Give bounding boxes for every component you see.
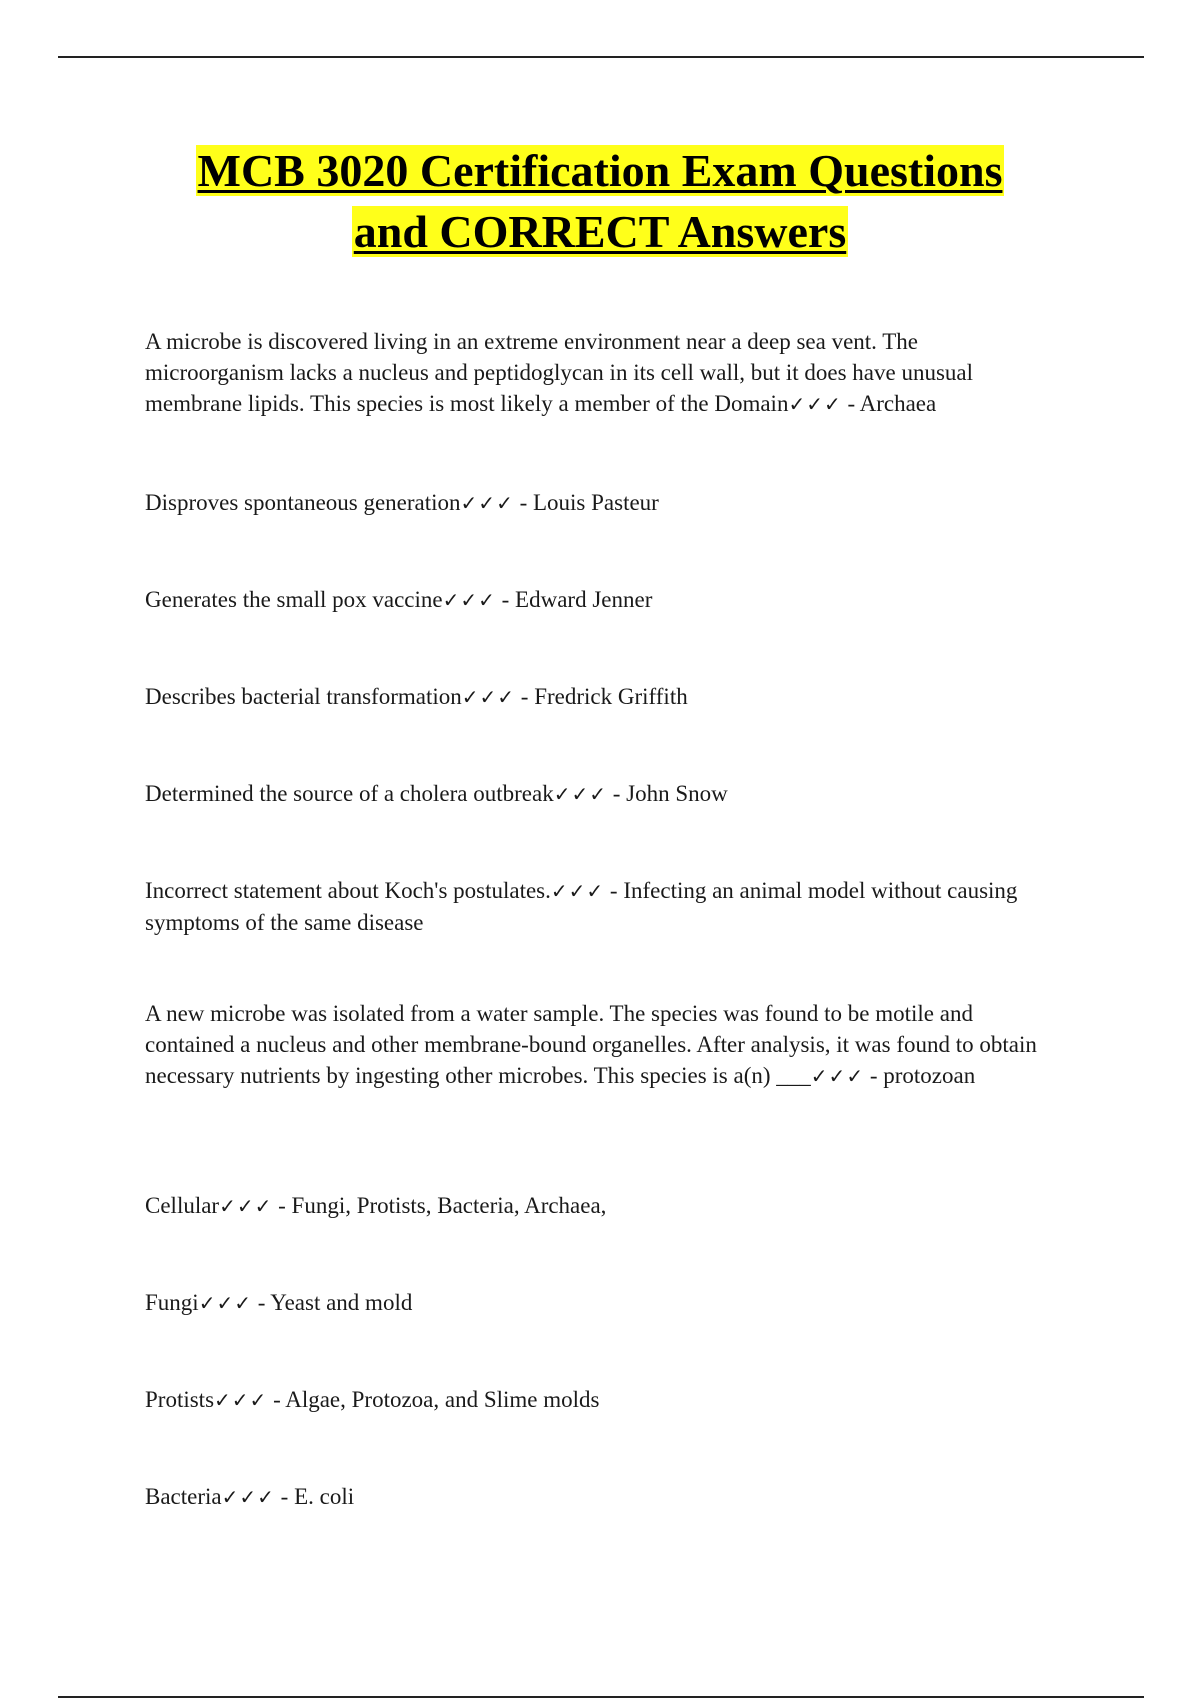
check-icon: ✓✓✓ xyxy=(198,1291,252,1315)
answer-text: - Yeast and mold xyxy=(251,1290,413,1315)
question-text: Generates the small pox vaccine xyxy=(145,587,443,612)
answer-text: - Algae, Protozoa, and Slime molds xyxy=(267,1387,600,1412)
qa-item-4 xyxy=(145,681,1045,713)
answer-text: - John Snow xyxy=(606,781,728,806)
question-text: Incorrect statement about Koch's postulates. xyxy=(145,878,551,903)
check-icon: ✓✓✓ xyxy=(442,588,496,612)
check-icon: ✓✓✓ xyxy=(219,1194,273,1218)
qa-item-2 xyxy=(145,487,1045,519)
qa-item-8 xyxy=(145,1190,1045,1222)
question-text: Disproves spontaneous generation xyxy=(145,490,461,515)
answer-text: - protozoan xyxy=(864,1063,976,1088)
qa-item-9 xyxy=(145,1287,1045,1319)
answer-text: - Louis Pasteur xyxy=(513,490,659,515)
bottom-rule xyxy=(58,1696,1144,1698)
qa-item-7 xyxy=(145,998,1045,1092)
qa-item-6 xyxy=(145,875,1045,938)
check-icon: ✓✓✓ xyxy=(788,392,842,416)
title-line-1: MCB 3020 Certification Exam Questions xyxy=(197,145,1003,196)
check-icon: ✓✓✓ xyxy=(214,1388,268,1412)
top-rule xyxy=(58,56,1144,58)
check-icon: ✓✓✓ xyxy=(221,1485,275,1509)
document-title xyxy=(100,140,1100,262)
check-icon: ✓✓✓ xyxy=(550,879,605,903)
question-text: A microbe is discovered living in an extreme environment near a deep sea vent. The microorganism lacks a nucleus and peptidoglycan in its cell wall, but it does have unusual membrane lipids. This species is most likely a member of the Domain xyxy=(145,329,974,416)
qa-item-1 xyxy=(145,326,1045,420)
answer-text: - Archaea xyxy=(841,391,937,416)
qa-item-5 xyxy=(145,778,1045,810)
answer-text: - Fungi, Protists, Bacteria, Archaea, xyxy=(272,1193,607,1218)
qa-item-10 xyxy=(145,1384,1045,1416)
check-icon: ✓✓✓ xyxy=(810,1064,865,1088)
check-icon: ✓✓✓ xyxy=(461,685,516,709)
check-icon: ✓✓✓ xyxy=(460,491,514,515)
qa-item-11 xyxy=(145,1481,1045,1513)
answer-text: - E. coli xyxy=(274,1484,355,1509)
question-text: Determined the source of a cholera outbreak xyxy=(145,781,554,806)
question-text: A new microbe was isolated from a water sample. The species was found to be motile and contained a nucleus and other membrane-bound organelles. After analysis, it was found to obtain necessary nutrients by ingesting other microbes. This species is a(n) ___ xyxy=(145,1001,1037,1088)
qa-item-3 xyxy=(145,584,1045,616)
question-text: Fungi xyxy=(145,1290,199,1315)
question-text: Cellular xyxy=(145,1193,220,1218)
answer-text: - Infecting an animal model without causing symptoms of the same disease xyxy=(145,878,1018,935)
title-line-2: and CORRECT Answers xyxy=(353,206,847,257)
question-text: Protists xyxy=(145,1387,215,1412)
question-text: Bacteria xyxy=(145,1484,222,1509)
answer-text: - Fredrick Griffith xyxy=(515,684,688,709)
question-text: Describes bacterial transformation xyxy=(145,684,462,709)
check-icon: ✓✓✓ xyxy=(553,782,607,806)
answer-text: - Edward Jenner xyxy=(495,587,653,612)
